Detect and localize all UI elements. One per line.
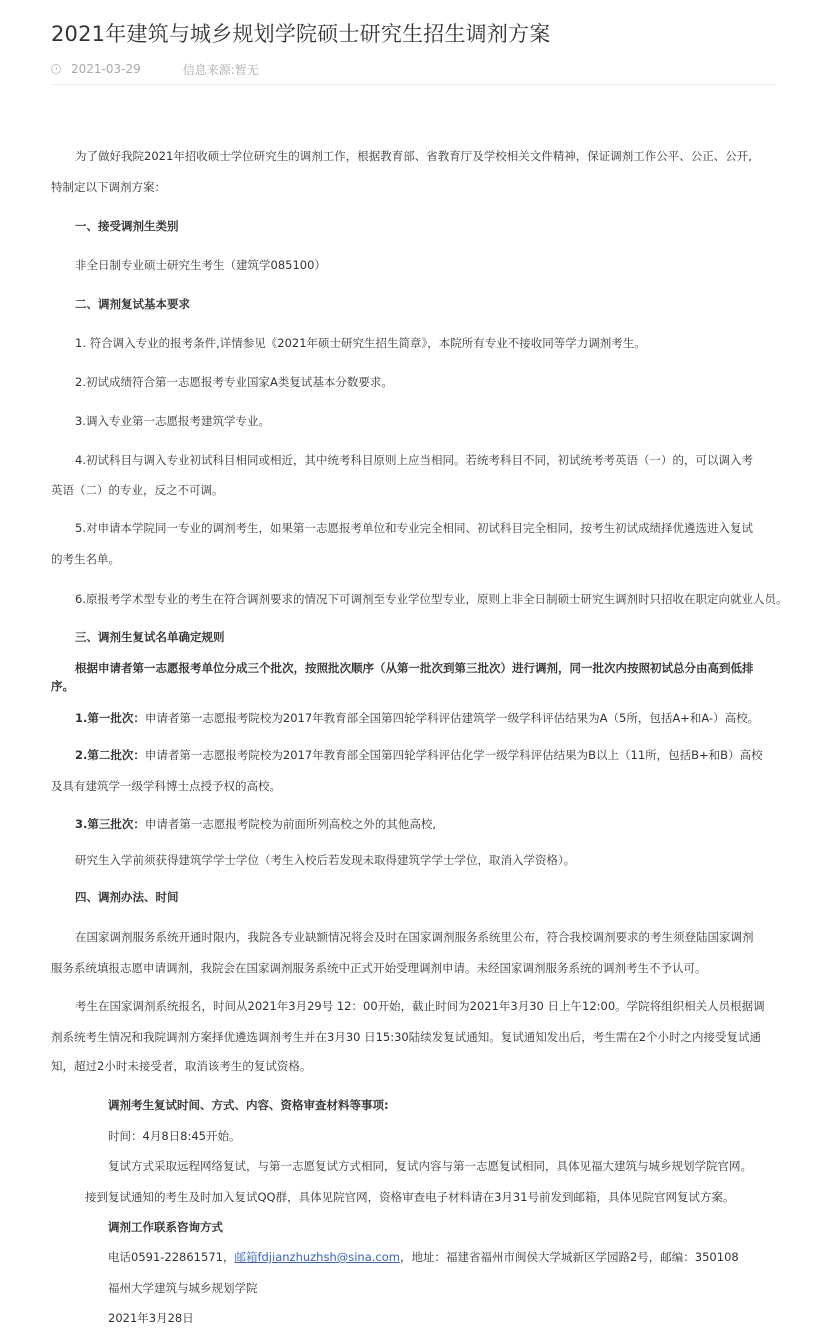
- section-3-intro-line-1: 根据申请者第一志愿报考单位分成三个批次，按照批次顺序（从第一批次到第三批次）进行调剂，同一批次内按照初试总分由高到低排: [75, 661, 754, 675]
- section-4-p2-line-1: 考生在国家调剂系统报名，时间从2021年3月29号 12：00开始，截止时间为2021年3月30 日上午12:00。学院将组织相关人员根据调: [75, 999, 765, 1013]
- header-divider: [51, 84, 777, 85]
- contact-phone: 电话0591-22861571，: [108, 1250, 235, 1264]
- section-1-heading: 一、接受调剂生类别: [75, 219, 179, 233]
- retest-heading: 调剂考生复试时间、方式、内容、资格审查材料等事项:: [108, 1098, 389, 1112]
- batch-3: [75, 816, 436, 832]
- info-source: 信息来源:暂无: [182, 62, 259, 77]
- contact-line: [108, 1249, 739, 1265]
- section-1-text: 非全日制专业硕士研究生考生（建筑学085100）: [75, 258, 326, 272]
- section-2-item-5-line-2: 的考生名单。: [51, 552, 120, 566]
- retest-qq: 接到复试通知的考生及时加入复试QQ群，具体见院官网，资格审查电子材料请在3月31号前发到邮箱，具体见院官网复试方案。: [85, 1190, 735, 1204]
- batch-3-label: 3.第三批次：: [75, 817, 145, 831]
- batch-2-label: 2.第二批次：: [75, 748, 145, 762]
- article-title: 2021年建筑与城乡规划学院硕士研究生招生调剂方案: [51, 22, 551, 46]
- section-2-item-4-line-2: 英语（二）的专业，反之不可调。: [51, 483, 224, 497]
- organization-name: 福州大学建筑与城乡规划学院: [108, 1281, 258, 1295]
- contact-email-link[interactable]: 邮箱fdjianzhuzhsh@sina.com: [234, 1250, 400, 1264]
- section-2-item-1: 1. 符合调入专业的报考条件,详情参见《2021年硕士研究生招生简章》，本院所有专业不接收同等学力调剂考生。: [75, 336, 646, 350]
- retest-method: 复试方式采取远程网络复试，与第一志愿复试方式相同，复试内容与第一志愿复试相同，具体见福大建筑与城乡规划学院官网。: [108, 1159, 752, 1173]
- batch-2-text-line-2: 及具有建筑学一级学科博士点授予权的高校。: [51, 779, 281, 793]
- section-2-item-6: 6.原报考学术型专业的考生在符合调剂要求的情况下可调剂至专业学位型专业，原则上非全日制硕士研究生调剂时只招收在职定向就业人员。: [75, 592, 788, 606]
- intro-line-2: 特制定以下调剂方案：: [51, 180, 166, 194]
- contact-heading: 调剂工作联系咨询方式: [108, 1220, 223, 1234]
- publish-date: 2021-03-29: [71, 62, 141, 76]
- batch-3-text: 申请者第一志愿报考院校为前面所列高校之外的其他高校,: [144, 817, 437, 831]
- section-2-item-4-line-1: 4.初试科目与调入专业初试科目相同或相近，其中统考科目原则上应当相同。若统考科目不同，初试统考考英语（一）的，可以调入考: [75, 453, 753, 467]
- section-4-p1-line-2: 服务系统填报志愿申请调剂，我院会在国家调剂服务系统中正式开始受理调剂申请。未经国家调剂服务系统的调剂考生不予认可。: [51, 961, 707, 975]
- section-2-heading: 二、调剂复试基本要求: [75, 297, 190, 311]
- section-2-item-2: 2.初试成绩符合第一志愿报考专业国家A类复试基本分数要求。: [75, 375, 393, 389]
- section-4-p2-line-3: 知，超过2小时未接受者，取消该考生的复试资格。: [51, 1059, 312, 1073]
- intro-line-1: 为了做好我院2021年招收硕士学位研究生的调剂工作，根据教育部、省教育厅及学校相关文件精神，保证调剂工作公平、公正、公开,: [75, 149, 752, 163]
- clock-icon: [51, 64, 61, 74]
- signature-date: 2021年3月28日: [108, 1311, 194, 1325]
- section-2-item-5-line-1: 5.对申请本学院同一专业的调剂考生，如果第一志愿报考单位和专业完全相同、初试科目完全相同，按考生初试成绩择优遴选进入复试: [75, 521, 753, 535]
- section-2-item-3: 3.调入专业第一志愿报考建筑学专业。: [75, 414, 270, 428]
- section-3-heading: 三、调剂生复试名单确定规则: [75, 630, 225, 644]
- batch-1: [75, 710, 759, 726]
- retest-time: 时间：4月8日8:45开始。: [108, 1129, 241, 1143]
- section-3-intro-line-2: 序。: [51, 679, 74, 693]
- batch-2-text-line-1: 申请者第一志愿报考院校为2017年教育部全国第四轮学科评估化学一级学科评估结果为B以上（11所，包括B+和B）高校: [144, 748, 763, 762]
- section-4-p2-line-2: 剂系统考生情况和我院调剂方案择优遴选调剂考生并在3月30 日15:30陆续发复试通知。复试通知发出后，考生需在2个小时之内接受复试通: [51, 1030, 762, 1044]
- article-meta: [51, 60, 259, 78]
- contact-address: ，地址：福建省福州市闽侯大学城新区学园路2号，邮编：350108: [399, 1250, 739, 1264]
- degree-note: 研究生入学前须获得建筑学学士学位（考生入校后若发现未取得建筑学学士学位，取消入学资格）。: [75, 853, 576, 867]
- batch-2: [75, 747, 763, 763]
- batch-1-text: 申请者第一志愿报考院校为2017年教育部全国第四轮学科评估建筑学一级学科评估结果为A（5所，包括A+和A-）高校。: [144, 711, 760, 725]
- batch-1-label: 1.第一批次：: [75, 711, 145, 725]
- section-4-p1-line-1: 在国家调剂服务系统开通时限内，我院各专业缺额情况将会及时在国家调剂服务系统里公布，符合我校调剂要求的考生须登陆国家调剂: [75, 930, 754, 944]
- section-4-heading: 四、调剂办法、时间: [75, 890, 179, 904]
